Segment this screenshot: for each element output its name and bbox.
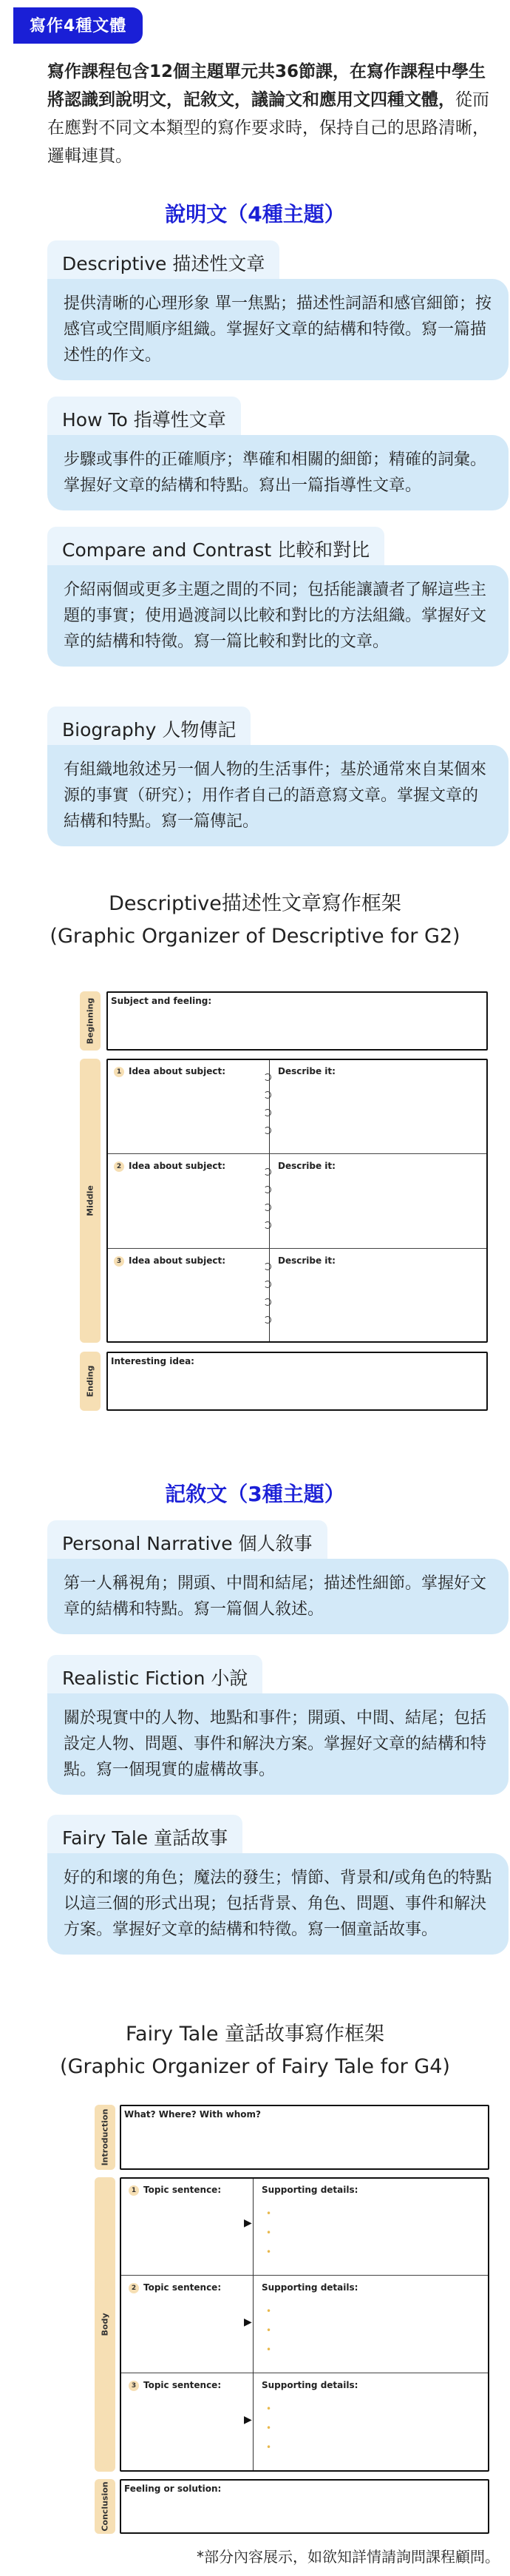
describe-label-3: Describe it: [278, 1255, 336, 1266]
conclusion-label: Feeling or solution: [124, 2484, 222, 2494]
coil-binding-1 [264, 1073, 273, 1144]
supporting-label-2: Supporting details: [262, 2282, 358, 2293]
number-1-icon: 1 [114, 1067, 124, 1077]
middle-box [106, 1059, 488, 1343]
ending-label: Interesting idea: [111, 1356, 194, 1366]
topic-tab-howto: How To 指導性文章 [47, 397, 241, 435]
topic-desc-howto: 步驟或事件的正確順序；準確和相關的細節；精確的詞彙。掌握好文章的結構和特點。寫出一篇指導性文章。 [47, 435, 509, 510]
number-3-icon: 3 [114, 1256, 124, 1267]
supporting-label-3: Supporting details: [262, 2380, 358, 2390]
bullet-icon: • [266, 2208, 272, 2219]
bullet-icon: • [266, 2423, 272, 2433]
bullet-icon: • [266, 2404, 272, 2414]
supporting-label-1: Supporting details: [262, 2185, 358, 2195]
bullet-icon: • [266, 2442, 272, 2452]
topic-tab-personal: Personal Narrative 個人敘事 [47, 1520, 327, 1559]
topic-sentence-label-1: 1 Topic sentence: [129, 2185, 221, 2196]
bullet-icon: • [266, 2344, 272, 2355]
band-middle: Middle [80, 1059, 101, 1343]
intro-normal: 從而在應對不同文本類型的寫作要求時，保持自己的思路清晰，邏輯連貫。 [47, 90, 489, 166]
topic-desc-fairytale: 好的和壞的角色；魔法的發生；情節、背景和/或角色的特點以這三個的形式出現；包括背景、角色、問題、事件和解決方案。掌握好文章的結構和特徵。寫一個童話故事。 [47, 1853, 509, 1955]
body-divider [253, 2179, 254, 2470]
topic-desc-personal: 第一人稱視角；開頭、中間和結尾；描述性細節。掌握好文章的結構和特點。寫一篇個人敘述。 [47, 1559, 509, 1634]
descriptive-organizer-title: Descriptive描述性文章寫作框架 [109, 892, 401, 915]
descriptive-organizer-subtitle: (Graphic Organizer of Descriptive for G2) [50, 925, 460, 948]
topic-tab-fairytale: Fairy Tale 童話故事 [47, 1815, 242, 1853]
narrative-title: 記敘文（3種主題） [165, 1482, 345, 1506]
topic-desc-biography: 有組織地敘述另一個人物的生活事件；基於通常來自某個來源的事實（研究）；用作者自己的語意寫文章。掌握文章的結構和特點。寫一篇傳記。 [47, 745, 509, 846]
arrow-right-icon: ▶ [244, 2217, 252, 2229]
idea-label-1: 1 Idea about subject: [114, 1066, 225, 1077]
bullet-icon: • [266, 2228, 272, 2238]
intro-bold: 寫作課程包含12個主題單元共36節課，在寫作課程中學生將認識到說明文，記敘文，議論文和應用文四種文體， [47, 62, 486, 109]
middle-row-divider-1 [108, 1153, 486, 1154]
band-conclusion: Conclusion [95, 2479, 115, 2534]
conclusion-box [120, 2479, 489, 2534]
arrow-right-icon: ▶ [244, 2316, 252, 2328]
arrow-right-icon: ▶ [244, 2414, 252, 2426]
bullet-icon: • [266, 2325, 272, 2336]
topic-tab-realistic: Realistic Fiction 小說 [47, 1655, 262, 1693]
coil-binding-2 [264, 1168, 273, 1239]
ending-box [106, 1352, 488, 1411]
subject-label: Subject and feeling: [111, 996, 212, 1006]
fairytale-organizer-subtitle: (Graphic Organizer of Fairy Tale for G4) [60, 2055, 450, 2078]
header-badge: 寫作4種文體 [13, 7, 143, 44]
bullet-icon: • [266, 2247, 272, 2257]
fairytale-organizer [95, 2105, 491, 2534]
topic-tab-compare: Compare and Contrast 比較和對比 [47, 527, 384, 565]
band-ending: Ending [80, 1352, 101, 1411]
coil-binding-3 [264, 1263, 273, 1334]
topic-sentence-label-2: 2 Topic sentence: [129, 2282, 221, 2293]
topic-sentence-label-3: 3 Topic sentence: [129, 2380, 221, 2391]
band-beginning: Beginning [80, 991, 101, 1051]
topic-desc-descriptive: 提供清晰的心理形象 單一焦點；描述性詞語和感官細節；按感官或空間順序組織。掌握好文章的結構和特徵。寫一篇描述性的作文。 [47, 279, 509, 380]
idea-label-3: 3 Idea about subject: [114, 1255, 225, 1267]
intro-label: What? Where? With whom? [124, 2109, 262, 2120]
descriptive-organizer [80, 988, 491, 1417]
topic-tab-descriptive: Descriptive 描述性文章 [47, 240, 279, 279]
topic-desc-realistic: 關於現實中的人物、地點和事件；開頭、中間、結尾；包括設定人物、問題、事件和解決方案。掌握好文章的結構和特點。寫一個現實的虛構故事。 [47, 1693, 509, 1795]
band-body: Body [95, 2177, 115, 2472]
subject-box [106, 991, 488, 1051]
number-2-icon: 2 [114, 1161, 124, 1172]
bullet-icon: • [266, 2306, 272, 2316]
describe-label-1: Describe it: [278, 1066, 336, 1076]
body-box [120, 2177, 489, 2472]
middle-row-divider-2 [108, 1248, 486, 1249]
number-3-icon: 3 [129, 2381, 139, 2391]
number-2-icon: 2 [129, 2283, 139, 2293]
topic-desc-compare: 介紹兩個或更多主題之間的不同；包括能讓讀者了解這些主題的事實；使用過渡詞以比較和對比的方法組織。掌握好文章的結構和特徵。寫一篇比較和對比的文章。 [47, 565, 509, 667]
intro-paragraph [47, 58, 491, 170]
fairytale-organizer-title: Fairy Tale 童話故事寫作框架 [125, 2023, 385, 2046]
intro-box [120, 2105, 489, 2170]
body-row-divider-1 [121, 2275, 488, 2276]
band-introduction: Introduction [95, 2105, 115, 2170]
footer-note: *部分內容展示，如欲知詳情請詢問課程顧問。 [197, 2548, 500, 2566]
idea-label-2: 2 Idea about subject: [114, 1161, 225, 1172]
number-1-icon: 1 [129, 2185, 139, 2196]
expository-title: 說明文（4種主題） [165, 202, 345, 226]
topic-tab-biography: Biography 人物傳記 [47, 707, 251, 745]
describe-label-2: Describe it: [278, 1161, 336, 1171]
